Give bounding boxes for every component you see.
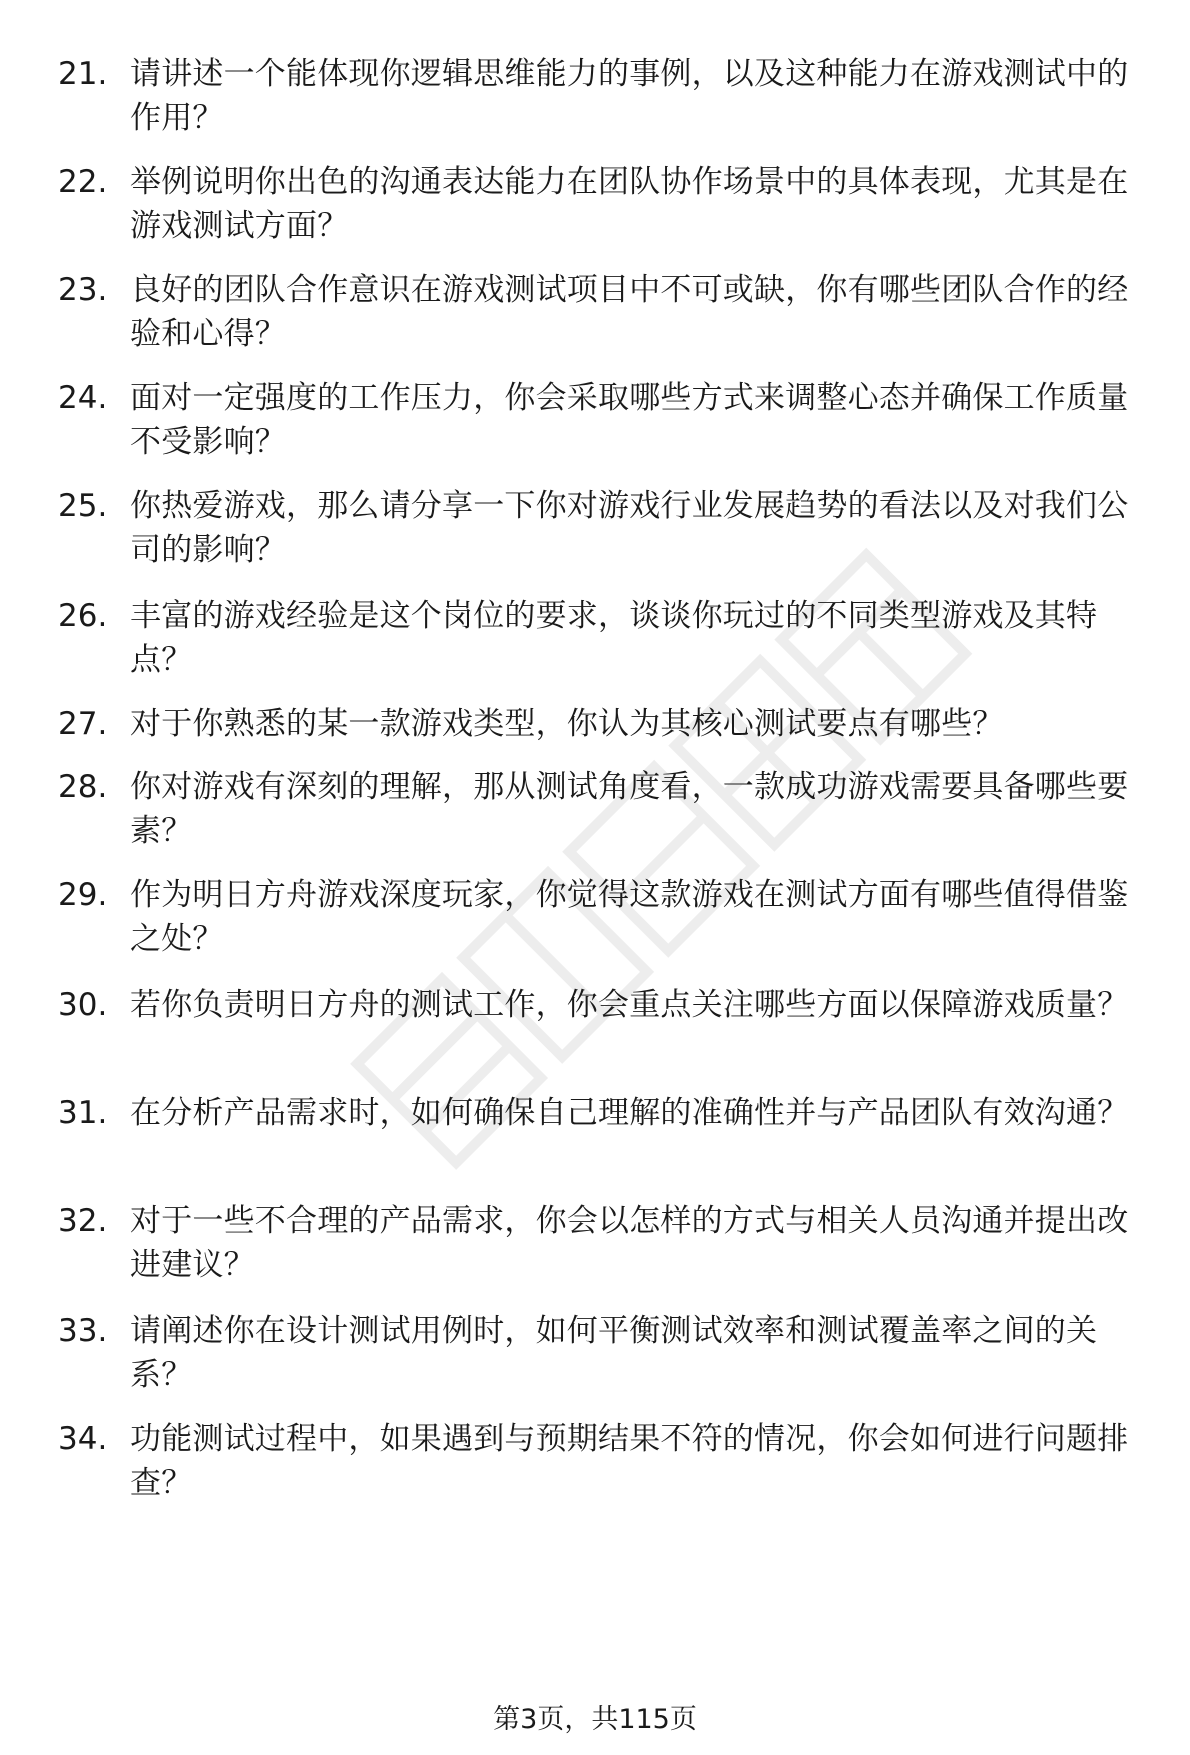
question-item (0, 376, 1190, 476)
question-number: 29. (58, 877, 108, 913)
question-item (0, 52, 1190, 152)
question-text: 对于你熟悉的某一款游戏类型，你认为其核心测试要点有哪些？ (130, 706, 1004, 742)
question-item (0, 1091, 1190, 1191)
question-number: 31. (58, 1095, 108, 1131)
question-text: 若你负责明日方舟的测试工作，你会重点关注哪些方面以保障游戏质量？ (130, 987, 1129, 1023)
question-number: 32. (58, 1203, 108, 1239)
question-number: 25. (58, 488, 108, 524)
question-text: 请阐述你在设计测试用例时，如何平衡测试效率和测试覆盖率之间的关系？ (130, 1313, 1098, 1393)
question-number: 28. (58, 769, 108, 805)
question-item (0, 1309, 1190, 1409)
question-text: 对于一些不合理的产品需求，你会以怎样的方式与相关人员沟通并提出改进建议？ (130, 1203, 1129, 1283)
question-number: 34. (58, 1421, 108, 1457)
question-item (0, 594, 1190, 694)
question-item (0, 873, 1190, 973)
question-text: 作为明日方舟游戏深度玩家，你觉得这款游戏在测试方面有哪些值得借鉴之处？ (130, 877, 1129, 957)
question-number: 21. (58, 56, 108, 92)
question-number: 30. (58, 987, 108, 1023)
question-text: 良好的团队合作意识在游戏测试项目中不可或缺，你有哪些团队合作的经验和心得？ (130, 272, 1129, 352)
question-number: 27. (58, 706, 108, 742)
question-number: 22. (58, 164, 108, 200)
question-text: 在分析产品需求时，如何确保自己理解的准确性并与产品团队有效沟通？ (130, 1095, 1129, 1131)
question-item (0, 160, 1190, 260)
question-item (0, 983, 1190, 1083)
question-item (0, 1199, 1190, 1299)
question-text: 请讲述一个能体现你逻辑思维能力的事例，以及这种能力在游戏测试中的作用？ (130, 56, 1129, 136)
question-number: 26. (58, 598, 108, 634)
question-number: 23. (58, 272, 108, 308)
question-item (0, 268, 1190, 368)
question-number: 33. (58, 1313, 108, 1349)
question-item (0, 1417, 1190, 1517)
question-text: 功能测试过程中，如果遇到与预期结果不符的情况，你会如何进行问题排查？ (130, 1421, 1129, 1501)
question-text: 你热爱游戏，那么请分享一下你对游戏行业发展趋势的看法以及对我们公司的影响？ (130, 488, 1129, 568)
question-text: 你对游戏有深刻的理解，那从测试角度看，一款成功游戏需要具备哪些要素？ (130, 769, 1129, 849)
question-number: 24. (58, 380, 108, 416)
question-item (0, 484, 1190, 584)
question-item (0, 765, 1190, 865)
question-text: 举例说明你出色的沟通表达能力在团队协作场景中的具体表现，尤其是在游戏测试方面？ (130, 164, 1129, 244)
question-text: 面对一定强度的工作压力，你会采取哪些方式来调整心态并确保工作质量不受影响？ (130, 380, 1129, 460)
page-indicator: 第3页，共115页 (493, 1704, 697, 1735)
question-text: 丰富的游戏经验是这个岗位的要求，谈谈你玩过的不同类型游戏及其特点？ (130, 598, 1098, 678)
